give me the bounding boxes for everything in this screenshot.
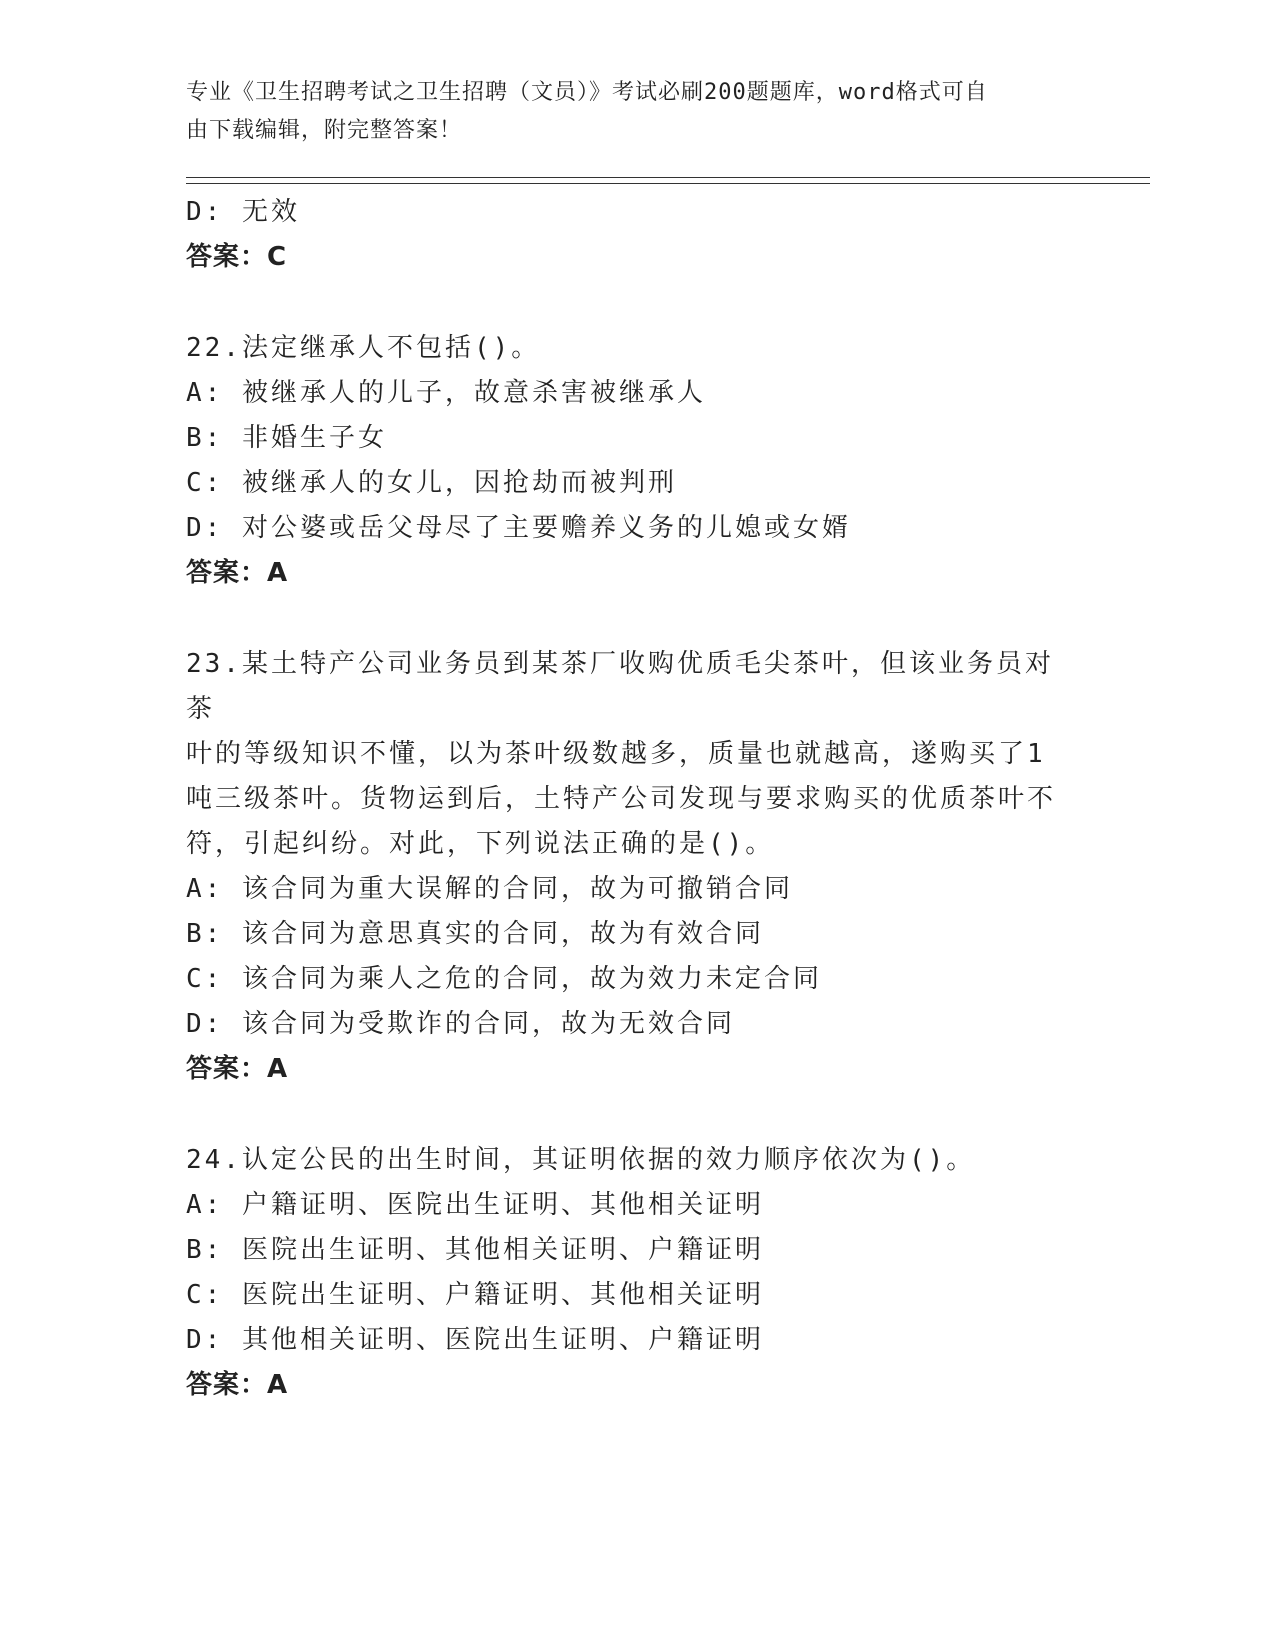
header-line-1: 专业《卫生招聘考试之卫生招聘（文员）》考试必刷200题题库，word格式可自 xyxy=(186,80,988,105)
answer-line: 答案：A xyxy=(186,558,289,588)
question-22 xyxy=(186,326,1066,596)
answer-line: 答案：C xyxy=(186,242,288,272)
option-b: B: 非婚生子女 xyxy=(186,423,387,453)
question-stem-line-2: 叶的等级知识不懂，以为茶叶级数越多，质量也就越高，遂购买了1 xyxy=(186,739,1046,769)
option-a: A: 该合同为重大误解的合同，故为可撤销合同 xyxy=(186,874,793,904)
header-line-2: 由下载编辑，附完整答案！ xyxy=(186,118,463,143)
spacer xyxy=(186,1092,1066,1138)
option-d: D: 对公婆或岳父母尽了主要赡养义务的儿媳或女婿 xyxy=(186,513,851,543)
spacer xyxy=(186,596,1066,642)
question-stem-line-1: 23.某土特产公司业务员到某茶厂收购优质毛尖茶叶，但该业务员对茶 xyxy=(186,649,1054,724)
header-divider xyxy=(186,177,1150,184)
option-a: A: 被继承人的儿子，故意杀害被继承人 xyxy=(186,378,706,408)
answer-line: 答案：A xyxy=(186,1370,289,1400)
page-header xyxy=(186,74,1066,150)
option-b: B: 该合同为意思真实的合同，故为有效合同 xyxy=(186,919,764,949)
option-c: C: 被继承人的女儿，因抢劫而被判刑 xyxy=(186,468,677,498)
question-stem: 22.法定继承人不包括()。 xyxy=(186,333,541,363)
question-stem-line-3: 吨三级茶叶。货物运到后，土特产公司发现与要求购买的优质茶叶不 xyxy=(186,784,1057,814)
option-c: C: 医院出生证明、户籍证明、其他相关证明 xyxy=(186,1280,764,1310)
previous-question-tail xyxy=(186,190,1066,280)
question-24 xyxy=(186,1138,1066,1408)
option-d: D: 其他相关证明、医院出生证明、户籍证明 xyxy=(186,1325,764,1355)
option-d: D: 无效 xyxy=(186,197,300,227)
answer-line: 答案：A xyxy=(186,1054,289,1084)
question-stem: 24.认定公民的出生时间，其证明依据的效力顺序依次为()。 xyxy=(186,1145,976,1175)
option-a: A: 户籍证明、医院出生证明、其他相关证明 xyxy=(186,1190,764,1220)
question-23 xyxy=(186,642,1066,1092)
option-c: C: 该合同为乘人之危的合同，故为效力未定合同 xyxy=(186,964,822,994)
question-content xyxy=(186,190,1066,1408)
question-stem-line-4: 符，引起纠纷。对此，下列说法正确的是()。 xyxy=(186,829,775,859)
spacer xyxy=(186,280,1066,326)
option-b: B: 医院出生证明、其他相关证明、户籍证明 xyxy=(186,1235,764,1265)
option-d: D: 该合同为受欺诈的合同，故为无效合同 xyxy=(186,1009,735,1039)
